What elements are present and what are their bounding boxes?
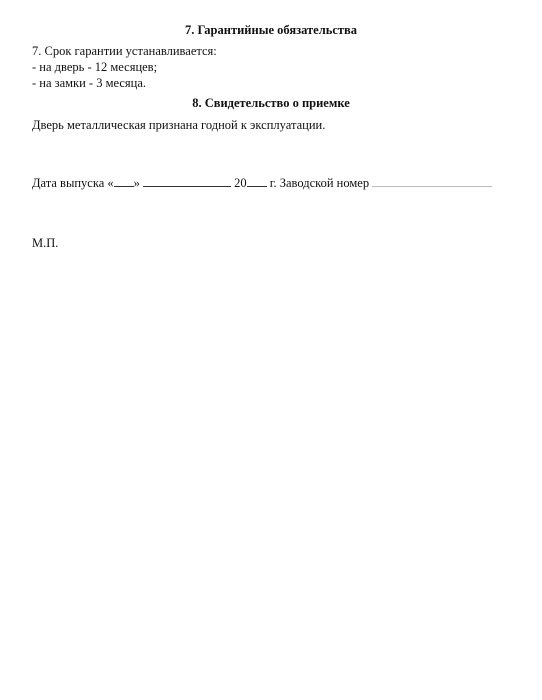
stamp-label: М.П. (32, 236, 59, 250)
section8-statement: Дверь металлическая признана годной к эксплуатации. (32, 118, 326, 132)
year-suffix: г. (269, 176, 277, 190)
section7-item-locks: - на замки - 3 месяца. (32, 76, 147, 90)
release-date-line (32, 176, 492, 191)
year-blank (247, 176, 267, 187)
section7-item-door: - на дверь - 12 месяцев; (32, 60, 158, 74)
quote-open: « (107, 176, 114, 190)
section7-title: 7. Гарантийные обязательства (184, 23, 358, 37)
quote-close: » (133, 176, 140, 190)
day-blank (114, 176, 134, 187)
year-prefix: 20 (234, 176, 247, 190)
serial-label: Заводской номер (279, 176, 370, 190)
month-blank (143, 176, 231, 187)
serial-blank (372, 176, 492, 187)
section7-intro: 7. Срок гарантии устанавливается: (32, 44, 217, 58)
release-date-label: Дата выпуска (32, 176, 105, 190)
section8-title: 8. Свидетельство о приемке (192, 96, 350, 110)
